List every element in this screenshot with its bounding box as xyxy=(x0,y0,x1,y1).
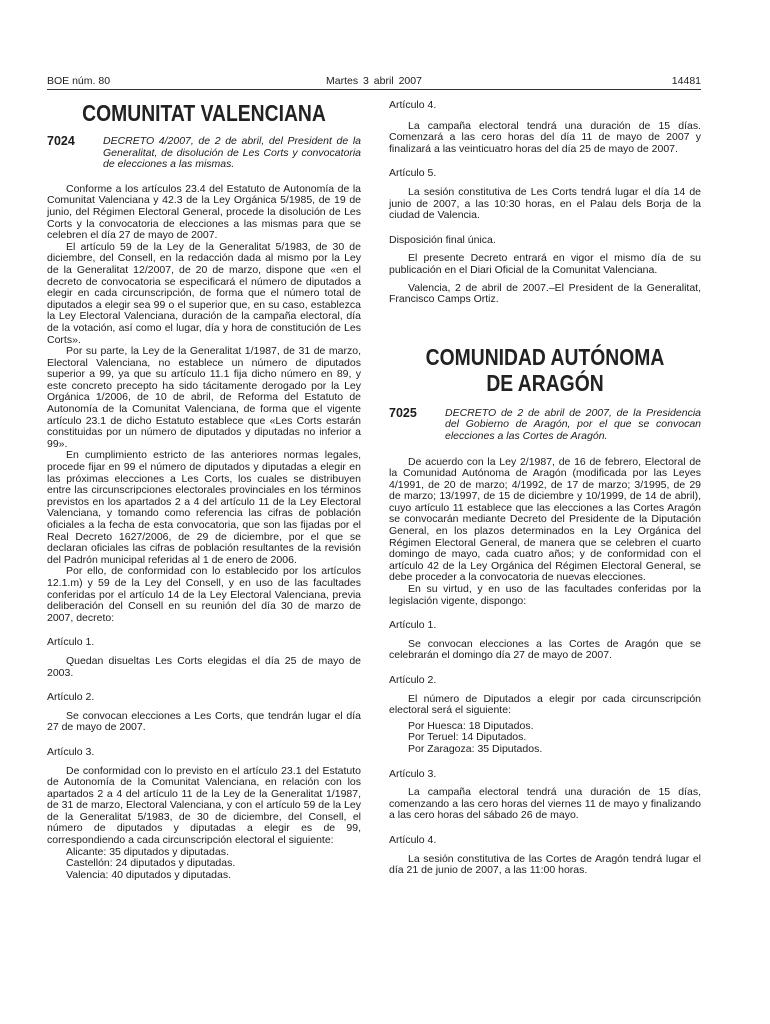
page-number: 14481 xyxy=(671,75,701,87)
article-text: La campaña electoral tendrá una duración de 15 días, comenzando a las cero horas del viernes 11 de mayo y finalizando a las cero horas del sábado 26 de mayo. xyxy=(389,786,701,822)
article-text: La sesión constitutiva de Les Corts tendrá lugar el día 14 de junio de 2007, a las 10:30 horas, en el Palau dels Borja de la ciudad de Valencia. xyxy=(389,185,701,222)
article-title: Artículo 3. xyxy=(47,745,95,758)
decree-title: DECRETO de 2 de abril de 2007, de la Presidencia del Gobierno de Aragón, por el que se convocan elecciones a las Cortes de Aragón. xyxy=(445,406,701,442)
seat-list xyxy=(47,847,361,882)
article-text: Se convocan elecciones a las Cortes de Aragón que se celebrarán el domingo día 27 de mayo de 2007. xyxy=(389,637,701,662)
article-title: Artículo 4. xyxy=(389,833,437,846)
decree-7025 xyxy=(389,405,701,443)
list-item: Por Teruel: 14 Diputados. xyxy=(408,731,527,744)
article-title: Artículo 3. xyxy=(389,767,437,780)
journal-issue: BOE núm. 80 xyxy=(47,75,111,87)
article-text: La campaña electoral tendrá una duración de 15 días. Comenzará a las cero horas del día 11 de mayo de 2007 y finalizará a las veinticuatro horas del día 25 de mayo de 2007. xyxy=(389,119,701,155)
decree-number: 7025 xyxy=(389,405,417,420)
article-text: La sesión constitutiva de las Cortes de Aragón tendrá lugar el día 21 de junio de 2007, a las 11:00 horas. xyxy=(389,852,701,877)
paragraph: En cumplimiento estricto de las anteriores normas legales, procede fijar en 99 el número de diputados y diputadas a elegir en las próximas elecciones a Les Corts, los cuales se distribuyen entre las circunscripciones electorales provinciales en los términos previstos en los apartados 2 a 4 del artículo 11 de la Ley Electoral Valenciana, y tomando como referencia las cifras de población oficiales a la fecha de esta convocatoria, que son las fijadas por el Real Decreto 1627/2006, de 29 de diciembre, por el que se declaran oficiales las cifras de población resultantes de la revisión del Padrón municipal referidas al 1 de enero de 2006. xyxy=(47,449,361,566)
article-title: Artículo 2. xyxy=(47,691,95,704)
article-title: Artículo 5. xyxy=(389,167,437,180)
list-item: Valencia: 40 diputados y diputadas. xyxy=(66,868,232,881)
publication-date: Martes 3 abril 2007 xyxy=(326,75,422,87)
paragraph: Conforme a los artículos 23.4 del Estatuto de Autonomía de la Comunitat Valenciana y 42.3 de la Ley Orgánica 5/1985, de 19 de junio, del Régimen Electoral General, procede la disolución de Les Corts y la convocatoria de elecciones a las mismas para que se celebren el día 27 de mayo de 2007. xyxy=(47,182,361,242)
list-item: Por Huesca: 18 Diputados. xyxy=(408,719,534,732)
page-header xyxy=(47,75,701,90)
article-text: Se convocan elecciones a Les Corts, que tendrán lugar el día 27 de mayo de 2007. xyxy=(47,709,361,734)
right-column xyxy=(389,100,701,877)
list-item: Castellón: 24 diputados y diputadas. xyxy=(66,857,236,870)
paragraph: De acuerdo con la Ley 2/1987, de 16 de febrero, Electoral de la Comunidad Autónoma de Aragón (modificada por las Leyes 4/1991, de 20 de marzo; 4/1992, de 17 de marzo; 3/1995, de 29 de marzo; 13/1997, de 15 de diciembre y 10/1999, de 14 de abril), cuyo artículo 11 establece que las elecciones a las Cortes Aragón se convocarán mediante Decreto del Presidente de la Diputación General, en los plazos determinados en la Ley Orgánica del Régimen Electoral General, de manera que se celebren el cuarto domingo de mayo, cada cuatro años; y de conformidad con el artículo 42 de la Ley Orgánica del Régimen Electoral General, se debe proceder a la convocatoria de nuevas elecciones. xyxy=(389,455,701,584)
article-text: De conformidad con lo previsto en el artículo 23.1 del Estatuto de Autonomía de la Comunitat Valenciana, en relación con los apartados 2 a 4 del artículo 11 de la Ley de la Generalitat 1/1987, de 31 de marzo, Electoral Valenciana, y con el artículo 59 de la Ley de la Generalitat 5/1983, de 30 de diciembre, del Consell, el número de diputados y diputadas a elegir es de 99, correspondiendo a cada circunscripción electoral el siguiente: xyxy=(47,764,361,847)
article-title: Artículo 1. xyxy=(47,636,95,649)
section-heading-aragon-line2: DE ARAGÓN xyxy=(486,369,604,396)
article-title: Artículo 4. xyxy=(389,99,437,111)
paragraph: Por ello, de conformidad con lo establecido por los artículos 12.1.m) y 59 de la Ley del Consell, y en uso de las facultades conferidas por el artículo 14 de la Ley Electoral Valenciana, previa deliberación del Consell en su reunión del día 30 de marzo de 2007, decreto: xyxy=(47,565,361,624)
list-item: Por Zaragoza: 35 Diputados. xyxy=(408,742,543,755)
decree-7024 xyxy=(47,136,361,171)
decree-title: DECRETO 4/2007, de 2 de abril, del President de la Generalitat, de disolución de Les Corts y convocatoria de elecciones a las mismas. xyxy=(103,135,361,171)
article-title: Artículo 2. xyxy=(389,674,437,686)
article-title: Artículo 1. xyxy=(389,619,437,632)
signature: Valencia, 2 de abril de 2007.–El President de la Generalitat, Francisco Camps Ortiz. xyxy=(389,281,701,306)
section-heading-valencia: COMUNITAT VALENCIANA xyxy=(82,100,326,126)
section-heading-aragon: COMUNIDAD AUTÓNOMA xyxy=(425,343,665,370)
left-column xyxy=(47,100,361,881)
paragraph: En su virtud, y en uso de las facultades conferidas por la legislación vigente, dispongo: xyxy=(389,583,701,607)
final-provision-title: Disposición final única. xyxy=(389,233,496,246)
list-item: Alicante: 35 diputados y diputadas. xyxy=(66,845,229,858)
paragraph: Por su parte, la Ley de la Generalitat 1/1987, de 31 de marzo, Electoral Valenciana, no establece un número de diputados superior a 99, ya que su artículo 11.1 fija dicho número en 89, y este concreto precepto ha sido tácitamente derogado por la Ley Orgánica 1/2006, de 10 de abril, de Reforma del Estatuto de Autonomía de la Comunitat Valenciana, de forma que el vigente artículo 23.1 de dicho Estatuto establece que «Les Corts estarán constituidas por un número de diputados y diputadas no inferior a 99». xyxy=(47,345,361,450)
seat-list xyxy=(389,721,701,756)
decree-number: 7024 xyxy=(47,134,75,148)
paragraph: El artículo 59 de la Ley de la Generalitat 5/1983, de 30 de diciembre, del Consell, en la redacción dada al mismo por la Ley de la Generalitat 12/2007, de 20 de marzo, dispone que «en el decreto de convocatoria se especificará el número de diputados a elegir en cada circunscripción, de forma que el número total de diputados a elegir sea 99 o el superior que, en su caso, establezca la Ley Electoral Valenciana, duración de la campaña electoral, día de la votación, así como el lugar, día y hora de constitución de Les Corts». xyxy=(47,240,361,346)
article-text: El presente Decreto entrará en vigor el mismo día de su publicación en el Diari Oficial de la Comunitat Valenciana. xyxy=(389,252,701,276)
article-text: El número de Diputados a elegir por cada circunscripción electoral será el siguiente: xyxy=(389,692,701,717)
article-text: Quedan disueltas Les Corts elegidas el día 25 de mayo de 2003. xyxy=(47,654,361,679)
